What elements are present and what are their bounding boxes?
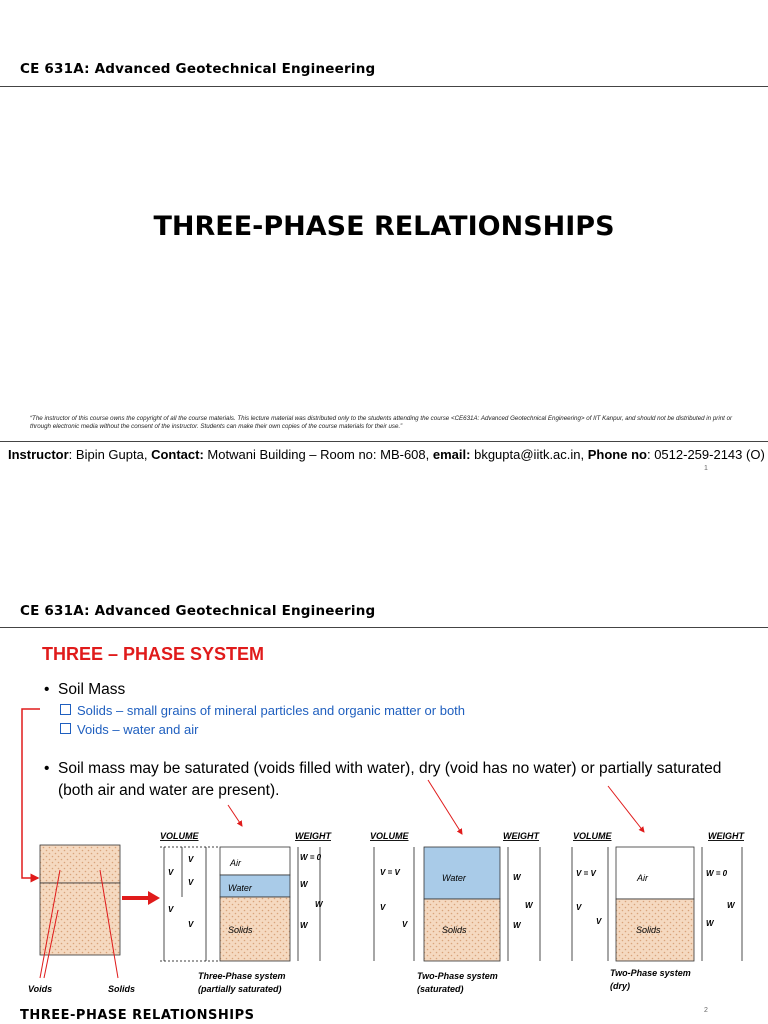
- solids-label: Solids: [636, 925, 661, 935]
- phone-label: Phone no: [587, 447, 647, 462]
- transition-arrow-head: [148, 891, 160, 905]
- sub-bullet-text: Solids – small grains of mineral particles and organic matter or both: [77, 703, 466, 718]
- page-number: 1: [704, 465, 708, 472]
- instructor-name: Bipin Gupta: [75, 447, 144, 462]
- bracket-arrow: [22, 709, 40, 878]
- diagram-caption: Two-Phase system: [417, 971, 498, 981]
- phone-value: 0512-259-2143 (O): [654, 447, 765, 462]
- course-title: CE 631A: Advanced Geotechnical Engineering: [20, 603, 376, 619]
- svg-text:V = V: V = V: [576, 869, 596, 878]
- weight-label: WEIGHT: [295, 831, 331, 841]
- volume-label: VOLUME: [370, 831, 409, 841]
- instructor-divider: [0, 441, 768, 442]
- svg-text:V = V: V = V: [380, 868, 400, 877]
- svg-text:W: W: [525, 901, 533, 910]
- slide-title: THREE-PHASE RELATIONSHIPS: [153, 211, 615, 242]
- svg-text:W: W: [300, 921, 308, 930]
- svg-text:V: V: [188, 878, 194, 887]
- instructor-label: Instructor: [8, 447, 69, 462]
- diagram-dry: [572, 786, 745, 991]
- diagram-caption-sub: (partially saturated): [198, 984, 282, 994]
- volume-label: VOLUME: [573, 831, 612, 841]
- svg-text:W: W: [300, 880, 308, 889]
- course-title: CE 631A: Advanced Geotechnical Engineering: [20, 61, 376, 77]
- instructor-line: Instructor: Bipin Gupta, Contact: Motwani Building – Room no: MB-608, email: bkgupta@iitk.ac.in, Phone no: 0512-259-2143 (O): [8, 447, 765, 462]
- svg-text:W: W: [513, 921, 521, 930]
- water-label: Water: [442, 873, 466, 883]
- svg-text:W = 0: W = 0: [300, 853, 322, 862]
- svg-text:V: V: [168, 905, 174, 914]
- svg-text:W: W: [727, 901, 735, 910]
- svg-text:V: V: [168, 868, 174, 877]
- bullet-saturation: • Soil mass may be saturated (voids filled with water), dry (void has no water) or partially saturated (both air and water are present).: [44, 758, 759, 802]
- bullet-text: Soil Mass: [58, 681, 126, 698]
- section-heading: THREE – PHASE SYSTEM: [42, 644, 265, 664]
- diagram-caption: Two-Phase system: [610, 968, 691, 978]
- solids-label: Solids: [228, 925, 253, 935]
- diagram-caption-sub: (saturated): [417, 984, 464, 994]
- contact-label: Contact:: [151, 447, 204, 462]
- diagram-caption-sub: (dry): [610, 981, 630, 991]
- air-label: Air: [637, 873, 648, 883]
- svg-text:V: V: [188, 920, 194, 929]
- bullet-soil-mass: • Soil Mass: [44, 681, 126, 698]
- pointer-arrow: [608, 786, 644, 832]
- copyright-notice: “The instructor of this course owns the copyright of all the course materials. This lecture material was distributed only to the students attending the course <CE631A: Advanced Geotechnical Engineering> of IIT Kanpur, and should not be distributed in print or through electronic media without the consent of the instructor. Students can make their own copies of the course materials for their use.”: [30, 415, 733, 430]
- email-value[interactable]: bkgupta@iitk.ac.in,: [474, 447, 585, 462]
- diagram-partially-saturated: [160, 805, 332, 994]
- weight-label: WEIGHT: [708, 831, 744, 841]
- svg-text:V: V: [188, 855, 194, 864]
- header-divider: [0, 86, 768, 87]
- air-label: Air: [230, 858, 241, 868]
- pointer-arrow: [428, 780, 462, 834]
- weight-label: WEIGHT: [503, 831, 539, 841]
- svg-text:V: V: [596, 917, 602, 926]
- svg-text:W: W: [706, 919, 714, 928]
- svg-text:V: V: [402, 920, 408, 929]
- svg-text:W: W: [315, 900, 323, 909]
- voids-label: Voids: [28, 984, 53, 994]
- contact-value: Motwani Building – Room no: MB-608,: [207, 447, 430, 462]
- pointer-arrow: [228, 805, 242, 826]
- volume-label: VOLUME: [160, 831, 199, 841]
- sub-bullet-text: Voids – water and air: [77, 722, 199, 737]
- bullet-text: Soil mass may be saturated (voids filled with water), dry (void has no water) or partially saturated (both air and water are present).: [58, 760, 722, 799]
- header-divider: [0, 627, 768, 628]
- footer-title: THREE-PHASE RELATIONSHIPS: [20, 1008, 255, 1023]
- svg-text:V: V: [576, 903, 582, 912]
- page-number: 2: [704, 1007, 708, 1014]
- svg-text:W: W: [513, 873, 521, 882]
- phase-diagrams: [0, 690, 768, 1010]
- solids-label: Solids: [442, 925, 467, 935]
- email-label: email:: [432, 447, 471, 462]
- svg-text:V: V: [380, 903, 386, 912]
- solids-label: Solids: [108, 984, 136, 994]
- diagram-caption: Three-Phase system: [198, 971, 286, 981]
- diagram-saturated: [370, 780, 540, 994]
- water-label: Water: [228, 883, 252, 893]
- svg-text:W = 0: W = 0: [706, 869, 728, 878]
